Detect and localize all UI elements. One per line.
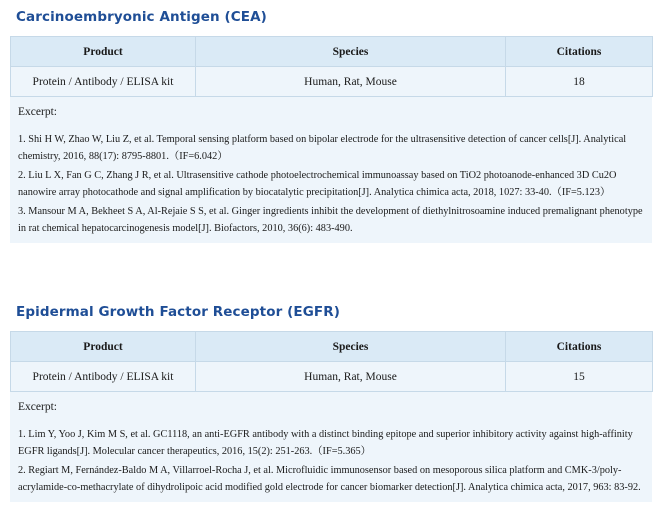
header-product: Product [11, 37, 196, 67]
excerpt-label: Excerpt: [18, 401, 57, 413]
section-title: Epidermal Growth Factor Receptor (EGFR) [16, 304, 340, 320]
header-citations: Citations [506, 332, 653, 362]
reference-item: 2. Liu L X, Fan G C, Zhang J R, et al. Ultrasensitive cathode photoelectrochemical immunoassay based on TiO2 photoanode-enhanced 3D Cu2O nanowire array photocathode and signal amplification by biocatalytic precipitation[J]. Analytica chimica acta, 2018, 1027: 33-40.（IF=5.123） [18, 170, 617, 198]
cell-product: Protein / Antibody / ELISA kit [11, 362, 196, 392]
section-egfr [10, 301, 652, 502]
reference-item: 3. Mansour M A, Bekheet S A, Al‐Rejaie S S, et al. Ginger ingredients inhibit the development of diethylnitrosoamine induced premalignant phenotype in rat chemical hepatocarcinogenesis model[J]. Biofactors, 2010, 36(6): 483-490. [18, 206, 643, 234]
cell-species: Human, Rat, Mouse [196, 362, 506, 392]
header-species: Species [196, 332, 506, 362]
reference-item: 1. Shi H W, Zhao W, Liu Z, et al. Temporal sensing platform based on bipolar electrode for the ultrasensitive detection of cancer cells[J]. Analytical chemistry, 2016, 88(17): 8795-8801.（IF=6.042） [18, 134, 627, 162]
cell-citations: 15 [506, 362, 653, 392]
product-table [10, 36, 653, 97]
section-title: Carcinoembryonic Antigen (CEA) [16, 9, 267, 25]
excerpt-box [10, 392, 652, 502]
table-header-row [11, 332, 653, 362]
table-row [11, 67, 653, 97]
reference-item: 1. Lim Y, Yoo J, Kim M S, et al. GC1118, an anti-EGFR antibody with a distinct binding epitope and superior inhibitory activity against high-affinity EGFR ligands[J]. Molecular cancer therapeutics, 2016, 15(2): 251-263.（IF=5.365） [18, 429, 633, 457]
table-header-row [11, 37, 653, 67]
header-citations: Citations [506, 37, 653, 67]
section-cea [10, 6, 652, 243]
header-product: Product [11, 332, 196, 362]
cell-product: Protein / Antibody / ELISA kit [11, 67, 196, 97]
cell-species: Human, Rat, Mouse [196, 67, 506, 97]
excerpt-label: Excerpt: [18, 106, 57, 118]
product-table [10, 331, 653, 392]
excerpt-box [10, 97, 652, 243]
header-species: Species [196, 37, 506, 67]
reference-item: 2. Regiart M, Fernández-Baldo M A, Villarroel-Rocha J, et al. Microfluidic immunosensor based on mesoporous silica platform and CMK-3/poly-acrylamide-co-methacrylate of dihydrolipoic acid modified gold electrode for cancer biomarker detection[J]. Analytica chimica acta, 2017, 963: 83-92. [18, 465, 641, 493]
table-row [11, 362, 653, 392]
cell-citations: 18 [506, 67, 653, 97]
